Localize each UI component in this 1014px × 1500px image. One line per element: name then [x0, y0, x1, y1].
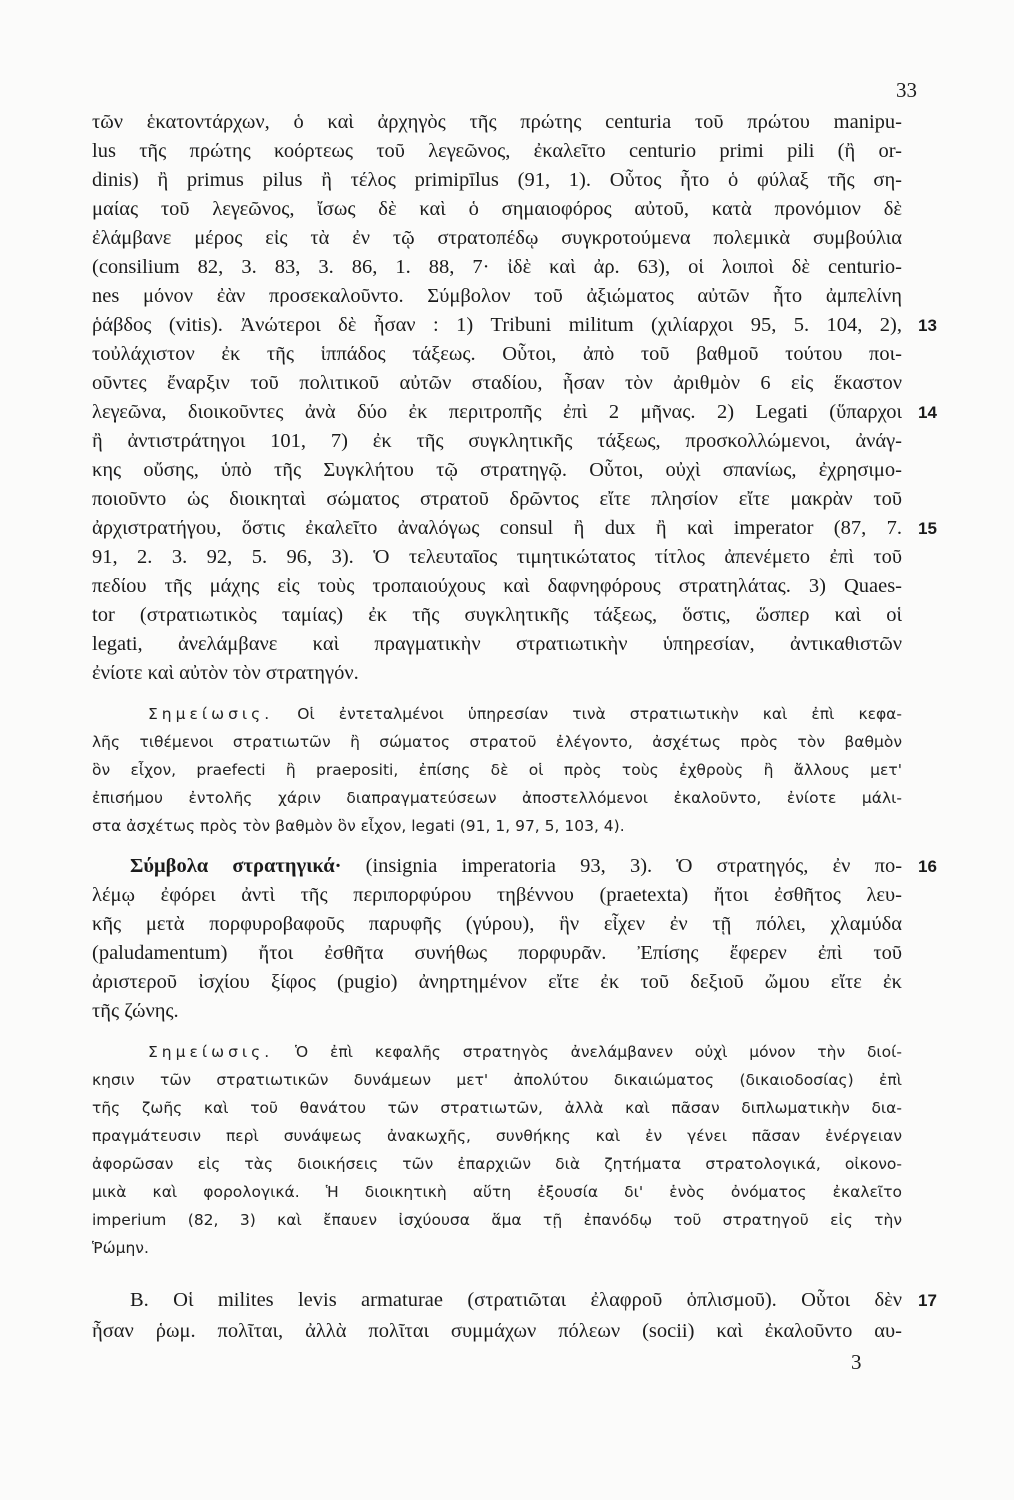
text-line: dinis) ἢ primus pilus ἢ τέλος primipīlus (91, 1). Οὗτος ἦτο ὁ φύλαξ τῆς ση- — [92, 169, 902, 191]
note-2 — [92, 1038, 902, 1262]
margin-number: 13 — [918, 316, 937, 335]
paragraph-1 — [92, 108, 937, 688]
text-line: lus τῆς πρώτης κοόρτεως τοῦ λεγεῶνος, ἐκαλεῖτο centurio primi pili (ἢ or- — [92, 140, 902, 162]
text-line — [92, 700, 902, 728]
text-line-content: ἀρχιστρατήγου, ὅστις ἐκαλεῖτο ἀναλόγως consul ἢ dux ἢ καὶ imperator (87, 7. — [92, 517, 902, 539]
text-line — [92, 514, 937, 543]
text-line: κης οὔσης, ὑπὸ τῆς Συγκλήτου τῷ στρατηγῷ. Οὗτοι, οὐχὶ σπανίως, ἐχρησιμο- — [92, 459, 902, 481]
note-label: Σημείωσις. — [148, 705, 274, 723]
text-line-content: λεγεῶνα, διοικοῦντες ἀνὰ δύο ἐκ περιτροπῆς ἐπὶ 2 μῆνας. 2) Legati (ὕπαρχοι — [92, 401, 902, 423]
text-line: ποιοῦντο ὡς διοικηταὶ σώματος στρατοῦ δρῶντος εἴτε πλησίον εἴτε μακρὰν τοῦ — [92, 488, 902, 510]
text-line: 91, 2. 3. 92, 5. 96, 3). Ὁ τελευταῖος τιμητικώτατος τίτλος ἀπενέμετο ἐπὶ τοῦ — [92, 546, 902, 568]
text-line: ἀριστεροῦ ἰσχίου ξίφος (pugio) ἀνηρτημένον εἴτε ἐκ τοῦ δεξιοῦ ὤμου εἴτε ἐκ — [92, 971, 902, 993]
text-line: τῆς ζώνης. — [92, 1000, 179, 1022]
text-line: στα ἀσχέτως πρὸς τὸν βαθμὸν ὃν εἶχον, legati (91, 1, 97, 5, 103, 4). — [92, 817, 625, 835]
text-line: imperium (82, 3) καὶ ἔπαυεν ἰσχύουσα ἅμα τῇ ἐπανόδῳ τοῦ στρατηγοῦ εἰς τὴν — [92, 1211, 902, 1229]
text-line: ἐνίοτε καὶ αὐτὸν τὸν στρατηγόν. — [92, 662, 359, 684]
text-line: τῶν ἑκατοντάρχων, ὁ καὶ ἀρχηγὸς τῆς πρώτης centuria τοῦ πρώτου manipu- — [92, 111, 902, 133]
text-line: ἐπισήμου ἐντολῆς χάριν διαπραγματεύσεων ἀποστελλόμενοι ἐκαλοῦντο, ἐνίοτε μάλι- — [92, 789, 902, 807]
margin-number: 17 — [918, 1291, 937, 1310]
paragraph-2 — [92, 852, 937, 1026]
section-lead: Β. — [130, 1289, 149, 1311]
text-line: Ῥώμην. — [92, 1239, 149, 1257]
text-line-content: (insignia imperatoria 93, 3). Ὁ στρατηγός, ἐν πο- — [365, 855, 903, 877]
text-line-content: Οἱ ἐντεταλμένοι ὑπηρεσίαν τινὰ στρατιωτικὴν καὶ ἐπὶ κεφα- — [297, 705, 902, 723]
text-line: κῆς μετὰ πορφυροβαφοῦς παρυφῆς (γύρου), ἣν εἶχεν ἐν τῇ πόλει, χλαμύδα — [92, 913, 902, 935]
text-line: μαίας τοῦ λεγεῶνος, ἴσως δὲ καὶ ὁ σημαιοφόρος αὐτοῦ, κατὰ προνόμιον δὲ — [92, 198, 902, 220]
text-line: τοὐλάχιστον ἐκ τῆς ἱππάδος τάξεως. Οὗτοι, ἀπὸ τοῦ βαθμοῦ τούτου ποι- — [92, 343, 902, 365]
margin-number: 16 — [918, 857, 937, 876]
text-line: nes μόνον ἐὰν προσεκαλοῦντο. Σύμβολον τοῦ ἀξιώματος αὐτῶν ἦτο ἀμπελίνη — [92, 285, 902, 307]
text-line-content: Οἱ milites levis armaturae (στρατιῶται ἐλαφροῦ ὁπλισμοῦ). Οὗτοι δὲν — [173, 1289, 903, 1311]
text-line: ἀφορῶσαν εἰς τὰς διοικήσεις τῶν ἐπαρχιῶν διὰ ζητήματα στρατολογικά, οἰκονο- — [92, 1155, 902, 1173]
text-line-content: Ὁ ἐπὶ κεφαλῆς στρατηγὸς ἀνελάμβανεν οὐχὶ μόνον τὴν διοί- — [295, 1043, 902, 1061]
margin-number: 15 — [918, 519, 937, 538]
text-line: (paludamentum) ἤτοι ἐσθῆτα συνήθως πορφυρᾶν. Ἐπίσης ἔφερεν ἐπὶ τοῦ — [92, 942, 902, 964]
text-line: τῆς ζωῆς καὶ τοῦ θανάτου τῶν στρατιωτῶν, ἀλλὰ καὶ πᾶσαν διπλωματικὴν δια- — [92, 1099, 902, 1117]
section-heading: Σύμβολα στρατηγικά· — [130, 855, 342, 877]
text-line: κησιν τῶν στρατιωτικῶν δυνάμεων μετ' ἀπολύτου δικαιώματος (δικαιοδοσίας) ἐπὶ — [92, 1071, 902, 1089]
text-line: πραγμάτευσιν περὶ συνάψεως ἀνακωχῆς, συνθήκης καὶ ἐν γένει πᾶσαν ἐνέργειαν — [92, 1127, 902, 1145]
text-line: λέμῳ ἐφόρει ἀντὶ τῆς περιπορφύρου τηβέννου (praetexta) ἤτοι ἐσθῆτος λευ- — [92, 884, 902, 906]
note-label: Σημείωσις. — [148, 1043, 274, 1061]
text-line: λῆς τιθέμενοι στρατιωτῶν ἢ σώματος στρατοῦ ἐλέγοντο, ἀσχέτως πρὸς τὸν βαθμὸν — [92, 733, 902, 751]
text-line: ἦσαν ῥωμ. πολῖται, ἀλλὰ πολῖται συμμάχων πόλεων (socii) καὶ ἐκαλοῦντο αυ- — [92, 1320, 902, 1342]
text-line: tor (στρατιωτικὸς ταμίας) ἐκ τῆς συγκλητικῆς τάξεως, ὅστις, ὥσπερ καὶ οἱ — [92, 604, 902, 626]
signature-mark: 3 — [851, 1350, 862, 1374]
text-line: οῦντες ἔναρξιν τοῦ πολιτικοῦ αὐτῶν σταδίου, ἦσαν τὸν ἀριθμὸν 6 εἰς ἕκαστον — [92, 372, 902, 394]
text-line — [92, 1285, 937, 1316]
text-line: ὃν εἶχον, praefecti ἢ praepositi, ἐπίσης δὲ οἱ πρὸς τοὺς ἐχθροὺς ἢ ἄλλους μετ' — [92, 761, 902, 779]
text-line: μικὰ καὶ φορολογικά. Ἡ διοικητικὴ αὕτη ἐξουσία δι' ἑνὸς ὀνόματος ἐκαλεῖτο — [92, 1183, 902, 1201]
text-line: πεδίου τῆς μάχης εἰς τοὺς τροπαιούχους καὶ δαφνηφόρους στρατηλάτας. 3) Quaes- — [92, 575, 902, 597]
note-1 — [92, 700, 902, 840]
text-line: (consilium 82, 3. 83, 3. 86, 1. 88, 7· ἰδὲ καὶ ἀρ. 63), οἱ λοιποὶ δὲ centurio- — [92, 256, 902, 278]
margin-number: 14 — [918, 403, 937, 422]
text-line: ἢ ἀντιστράτηγοι 101, 7) ἐκ τῆς συγκλητικῆς τάξεως, προσκολλώμενοι, ἀνάγ- — [92, 430, 902, 452]
page-number: 33 — [896, 78, 917, 102]
text-line: legati, ἀνελάμβανε καὶ πραγματικὴν στρατιωτικὴν ὑπηρεσίαν, ἀντικαθιστῶν — [92, 633, 902, 655]
text-line — [92, 1038, 902, 1066]
text-line-content: ῥάβδος (vitis). Ἀνώτεροι δὲ ἦσαν : 1) Tribuni militum (χιλίαρχοι 95, 5. 104, 2), — [92, 314, 902, 336]
text-line — [92, 398, 937, 427]
text-line — [92, 852, 937, 881]
text-line: ἐλάμβανε μέρος εἰς τὰ ἐν τῷ στρατοπέδῳ συγκροτούμενα πολεμικὰ συμβούλια — [92, 227, 902, 249]
paragraph-3 — [92, 1285, 937, 1347]
text-line — [92, 311, 937, 340]
